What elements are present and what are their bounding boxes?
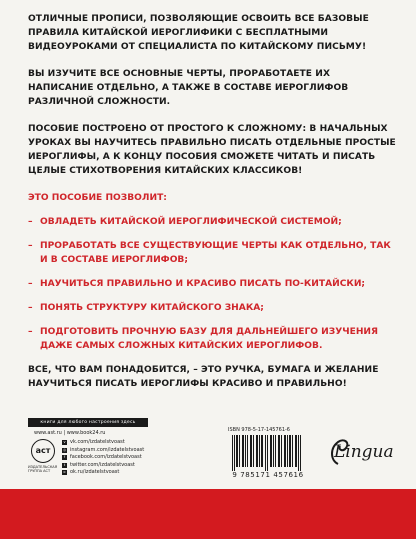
red-band [0, 489, 416, 539]
closing-paragraph: ВСЕ, ЧТО ВАМ ПОНАДОБИТСЯ, – ЭТО РУЧКА, БУМАГА И ЖЕЛАНИЕ НАУЧИТЬСЯ ПИСАТЬ ИЕРОГЛИФЫ КРАСИВО И ПРАВИЛЬНО! [28, 365, 379, 389]
paragraph-1: ОТЛИЧНЫЕ ПРОПИСИ, ПОЗВОЛЯЮЩИЕ ОСВОИТЬ ВСЕ БАЗОВЫЕ ПРАВИЛА КИТАЙСКОЙ ИЕРОГЛИФИКИ С БЕСПЛАТНЫМИ ВИДЕОУРОКАМИ ОТ СПЕЦИАЛИСТА ПО КИТАЙСКОМУ ПИСЬМУ! [28, 14, 369, 52]
ok-icon: o [63, 470, 66, 475]
lingua-wordmark: Lingua [334, 442, 394, 462]
social-item: ◎ instagram.com/izdatelstvoast [62, 446, 145, 453]
vk-icon: v [63, 440, 66, 445]
benefits-intro: ЭТО ПОСОБИЕ ПОЗВОЛИТ: [28, 193, 167, 203]
back-cover-text [28, 12, 398, 404]
facebook-icon: f [63, 455, 66, 460]
barcode-block [228, 427, 308, 477]
benefit-item: – ОВЛАДЕТЬ КИТАЙСКОЙ ИЕРОГЛИФИЧЕСКОЙ СИСТЕМОЙ; [28, 217, 342, 227]
paragraph-2: ВЫ ИЗУЧИТЕ ВСЕ ОСНОВНЫЕ ЧЕРТЫ, ПРОРАБОТАЕТЕ ИХ НАПИСАНИЕ ОТДЕЛЬНО, А ТАКЖЕ В СОСТАВЕ ИЕРОГЛИФОВ РАЗЛИЧНОЙ СЛОЖНОСТИ. [28, 69, 349, 107]
instagram-icon: ◎ [62, 447, 67, 452]
paragraph-3: ПОСОБИЕ ПОСТРОЕНО ОТ ПРОСТОГО К СЛОЖНОМУ: В НАЧАЛЬНЫХ УРОКАХ ВЫ НАУЧИТЕСЬ ПРАВИЛЬНО ПИСАТЬ ОТДЕЛЬНЫЕ ПРОСТЫЕ ИЕРОГЛИФЫ, А К КОНЦУ ПОСОБИЯ СМОЖЕТЕ ЧИТАТЬ И ПИСАТЬ ЦЕЛЫЕ СТИХОТВОРЕНИЯ КИТАЙСКИХ КЛАССИКОВ! [28, 124, 396, 176]
social-item: v vk.com/izdatelstvoast [63, 439, 125, 445]
barcode-number: 9 785171 457616 [232, 471, 304, 479]
benefit-item: – ПРОРАБОТАТЬ ВСЕ СУЩЕСТВУЮЩИЕ ЧЕРТЫ КАК ОТДЕЛЬНО, ТАК И В СОСТАВЕ ИЕРОГЛИФОВ; [28, 241, 391, 265]
publisher-footer [28, 418, 398, 478]
isbn: ISBN 978-5-17-145761-6 [228, 427, 290, 433]
publisher-urls: www.ast.ru | www.book24.ru [34, 430, 106, 436]
barcode [228, 435, 308, 471]
publisher-name: ИЗДАТЕЛЬСКАЯ ГРУППА АСТ [28, 465, 58, 473]
benefit-item: – НАУЧИТЬСЯ ПРАВИЛЬНО И КРАСИВО ПИСАТЬ ПО-КИТАЙСКИ; [28, 279, 366, 289]
ast-logo: аст [31, 439, 55, 463]
benefit-item: – ПОНЯТЬ СТРУКТУРУ КИТАЙСКОГО ЗНАКА; [28, 303, 264, 313]
social-links [62, 439, 144, 477]
social-item: f facebook.com/izdatelstvoast [63, 454, 142, 460]
publisher-slogan: книги для любого настроения здесь [28, 418, 148, 427]
social-item: t twitter.com/izdatelstvoast [63, 461, 135, 468]
lingua-logo [324, 430, 394, 470]
social-item: o ok.ru/izdatelstvoast [63, 469, 120, 475]
benefit-item: – ПОДГОТОВИТЬ ПРОЧНУЮ БАЗУ ДЛЯ ДАЛЬНЕЙШЕГО ИЗУЧЕНИЯ ДАЖЕ САМЫХ СЛОЖНЫХ КИТАЙСКИХ ИЕРОГЛИФОВ. [28, 327, 379, 351]
twitter-icon: t [63, 462, 66, 467]
